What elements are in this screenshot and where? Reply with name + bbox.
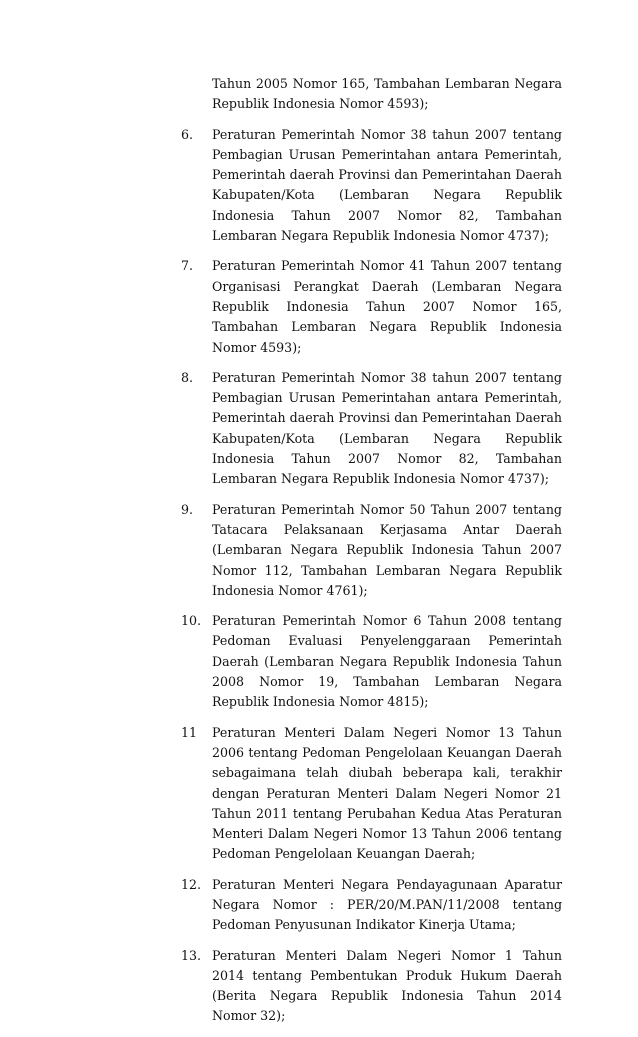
item-number: 6. xyxy=(181,126,194,142)
item-number: 8. xyxy=(181,369,194,385)
item-text: Peraturan Menteri Dalam Negeri Nomor 1 Tahun 2014 tentang Pembentukan Produk Hukum Daerah (Berita Negara Republik Indonesia Tahun 2014 Nomor 32); xyxy=(212,947,562,1024)
item-text: Peraturan Pemerintah Nomor 50 Tahun 2007 tentang Tatacara Pelaksanaan Kerjasama Antar Daerah (Lembaran Negara Republik Indonesia Tahun 2007 Nomor 112, Tambahan Lembaran Negara Republik Indonesia Nomor 4761); xyxy=(212,501,562,598)
item-text: Peraturan Pemerintah Nomor 38 tahun 2007 tentang Pembagian Urusan Pemerintahan antara Pemerintah, Pemerintah daerah Provinsi dan Pemerintahan Daerah Kabupaten/Kota (Lembaran Negara Republik Indonesia Tahun 2007 Nomor 82, Tambahan Lembaran Negara Republik Indonesia Nomor 4737); xyxy=(212,126,562,244)
list-item xyxy=(181,256,562,357)
list-item xyxy=(181,500,562,601)
item-number: 13. xyxy=(181,947,202,963)
item-text: Peraturan Pemerintah Nomor 6 Tahun 2008 tentang Pedoman Evaluasi Penyelenggaraan Pemerintah Daerah (Lembaran Negara Republik Indonesia Tahun 2008 Nomor 19, Tambahan Lembaran Negara Republik Indonesia Nomor 4815); xyxy=(212,613,562,710)
list-item xyxy=(181,611,562,712)
list-item xyxy=(181,946,562,1027)
item-number: 7. xyxy=(181,258,194,274)
item-text: Peraturan Pemerintah Nomor 41 Tahun 2007 tentang Organisasi Perangkat Daerah (Lembaran Negara Republik Indonesia Tahun 2007 Nomor 165, Tambahan Lembaran Negara Republik Indonesia Nomor 4593); xyxy=(212,258,562,355)
item-text: Peraturan Menteri Dalam Negeri Nomor 13 Tahun 2006 tentang Pedoman Pengelolaan Keuangan Daerah sebagaimana telah diubah beberapa kali, terakhir dengan Peraturan Menteri Dalam Negeri Nomor 21 Tahun 2011 tentang Perubahan Kedua Atas Peraturan Menteri Dalam Negeri Nomor 13 Tahun 2006 tentang Pedoman Pengelolaan Keuangan Daerah; xyxy=(212,724,562,862)
list-item xyxy=(181,723,562,865)
list-item xyxy=(181,875,562,936)
item-number: 11 xyxy=(181,724,198,740)
continued-paragraph: Tahun 2005 Nomor 165, Tambahan Lembaran Negara Republik Indonesia Nomor 4593); xyxy=(212,76,562,112)
list-item xyxy=(181,125,562,247)
item-number: 10. xyxy=(181,613,202,629)
list-item xyxy=(181,368,562,490)
item-number: 12. xyxy=(181,876,202,892)
item-text: Peraturan Menteri Negara Pendayagunaan Aparatur Negara Nomor : PER/20/M.PAN/11/2008 tentang Pedoman Penyusunan Indikator Kinerja Utama; xyxy=(212,876,562,933)
item-number: 9. xyxy=(181,501,194,517)
regulation-list xyxy=(181,74,562,1037)
item-text: Peraturan Pemerintah Nomor 38 tahun 2007 tentang Pembagian Urusan Pemerintahan antara Pemerintah, Pemerintah daerah Provinsi dan Pemerintahan Daerah Kabupaten/Kota (Lembaran Negara Republik Indonesia Tahun 2007 Nomor 82, Tambahan Lembaran Negara Republik Indonesia Nomor 4737); xyxy=(212,369,562,487)
